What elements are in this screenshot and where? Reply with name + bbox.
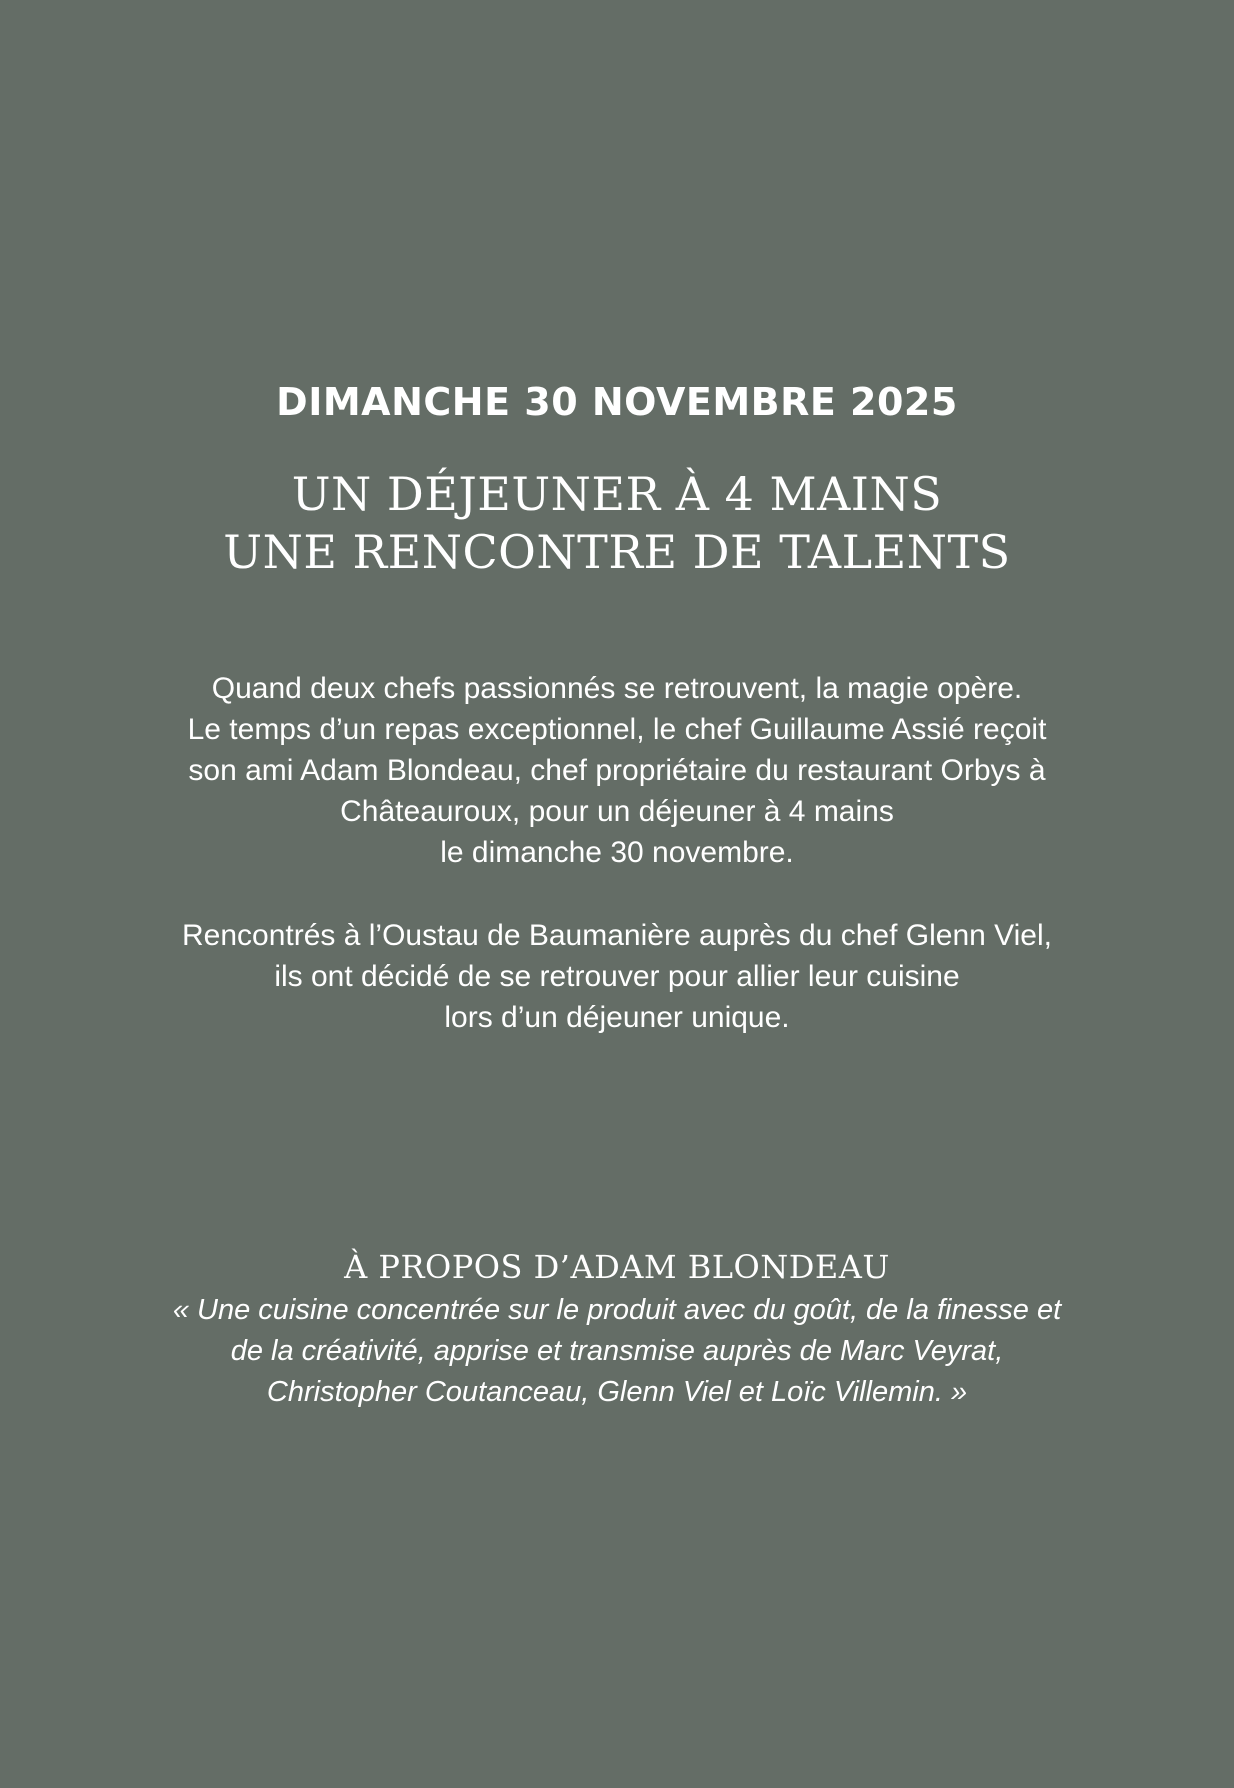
paragraph-gap (0, 873, 1234, 915)
quote-line-1: « Une cuisine concentrée sur le produit avec du goût, de la finesse et (172, 1294, 1062, 1326)
intro-p1-line-5: le dimanche 30 novembre. (440, 836, 794, 869)
event-date: DIMANCHE 30 NOVEMBRE 2025 (276, 380, 958, 424)
intro-p1-line-3: son ami Adam Blondeau, chef propriétaire du restaurant Orbys à (188, 754, 1046, 787)
about-title: À PROPOS D’ADAM BLONDEAU (344, 1248, 890, 1286)
about-quote (0, 1290, 1234, 1413)
headline-line-1: UN DÉJEUNER À 4 MAINS (291, 467, 943, 521)
headline-line-2: UNE RENCONTRE DE TALENTS (223, 525, 1011, 579)
quote-line-3: Christopher Coutanceau, Glenn Viel et Loïc Villemin. » (266, 1376, 968, 1408)
intro-p1-line-4: Châteauroux, pour un déjeuner à 4 mains (340, 795, 894, 828)
intro-text (0, 668, 1234, 1038)
intro-p1-line-1: Quand deux chefs passionnés se retrouvent, la magie opère. (211, 672, 1023, 705)
intro-p2-line-1: Rencontrés à l’Oustau de Baumanière auprès du chef Glenn Viel, (182, 919, 1052, 952)
intro-p2-line-2: ils ont décidé de se retrouver pour allier leur cuisine (274, 960, 960, 993)
intro-p2-line-3: lors d’un déjeuner unique. (444, 1001, 790, 1034)
quote-line-2: de la créativité, apprise et transmise auprès de Marc Veyrat, (230, 1335, 1004, 1367)
intro-p1-line-2: Le temps d’un repas exceptionnel, le chef Guillaume Assié reçoit (187, 713, 1047, 746)
headline (0, 465, 1234, 581)
